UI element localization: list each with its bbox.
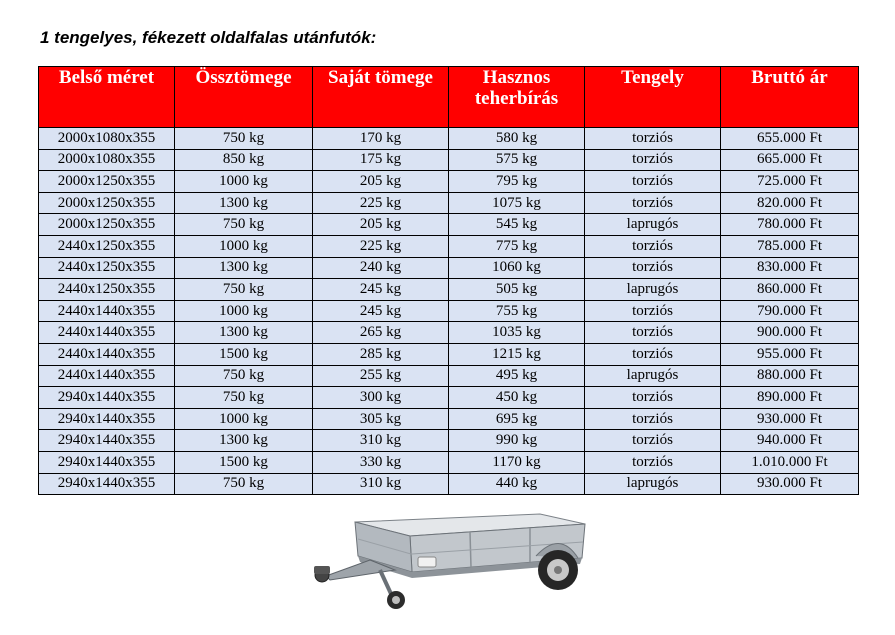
table-row — [39, 322, 859, 344]
cell-own-weight: 245 kg — [313, 279, 449, 301]
cell-own-weight: 330 kg — [313, 451, 449, 473]
column-header-total-weight: Össztömege — [175, 67, 313, 128]
trailer-image — [300, 500, 590, 618]
cell-gross-price: 955.000 Ft — [721, 343, 859, 365]
column-header-own-weight: Saját tömege — [313, 67, 449, 128]
cell-own-weight: 305 kg — [313, 408, 449, 430]
table-row — [39, 279, 859, 301]
cell-inner-size: 2440x1440x355 — [39, 365, 175, 387]
cell-total-weight: 750 kg — [175, 214, 313, 236]
cell-gross-price: 780.000 Ft — [721, 214, 859, 236]
cell-gross-price: 1.010.000 Ft — [721, 451, 859, 473]
cell-payload: 1215 kg — [449, 343, 585, 365]
cell-gross-price: 930.000 Ft — [721, 408, 859, 430]
cell-total-weight: 750 kg — [175, 387, 313, 409]
cell-own-weight: 170 kg — [313, 128, 449, 150]
table-row — [39, 408, 859, 430]
cell-inner-size: 2940x1440x355 — [39, 473, 175, 495]
table-row — [39, 149, 859, 171]
cell-total-weight: 750 kg — [175, 473, 313, 495]
cell-inner-size: 2940x1440x355 — [39, 451, 175, 473]
cell-payload: 580 kg — [449, 128, 585, 150]
cell-own-weight: 225 kg — [313, 192, 449, 214]
table-row — [39, 451, 859, 473]
trailer-wheel — [536, 543, 578, 590]
cell-payload: 775 kg — [449, 235, 585, 257]
cell-axle: torziós — [585, 451, 721, 473]
cell-payload: 695 kg — [449, 408, 585, 430]
cell-payload: 505 kg — [449, 279, 585, 301]
cell-inner-size: 2440x1250x355 — [39, 279, 175, 301]
cell-own-weight: 285 kg — [313, 343, 449, 365]
cell-gross-price: 725.000 Ft — [721, 171, 859, 193]
cell-axle: torziós — [585, 192, 721, 214]
table-row — [39, 128, 859, 150]
cell-gross-price: 830.000 Ft — [721, 257, 859, 279]
cell-payload: 1060 kg — [449, 257, 585, 279]
cell-own-weight: 265 kg — [313, 322, 449, 344]
cell-axle: laprugós — [585, 473, 721, 495]
cell-own-weight: 240 kg — [313, 257, 449, 279]
cell-own-weight: 300 kg — [313, 387, 449, 409]
cell-total-weight: 1300 kg — [175, 192, 313, 214]
table-body — [39, 128, 859, 495]
cell-inner-size: 2000x1250x355 — [39, 214, 175, 236]
cell-payload: 545 kg — [449, 214, 585, 236]
cell-payload: 575 kg — [449, 149, 585, 171]
table-row — [39, 214, 859, 236]
cell-total-weight: 1500 kg — [175, 343, 313, 365]
cell-inner-size: 2000x1250x355 — [39, 192, 175, 214]
table-row — [39, 235, 859, 257]
cell-gross-price: 790.000 Ft — [721, 300, 859, 322]
cell-gross-price: 930.000 Ft — [721, 473, 859, 495]
cell-axle: torziós — [585, 257, 721, 279]
cell-gross-price: 940.000 Ft — [721, 430, 859, 452]
cell-payload: 450 kg — [449, 387, 585, 409]
cell-own-weight: 255 kg — [313, 365, 449, 387]
cell-axle: laprugós — [585, 279, 721, 301]
table-row — [39, 387, 859, 409]
column-header-inner-size: Belső méret — [39, 67, 175, 128]
cell-payload: 755 kg — [449, 300, 585, 322]
cell-inner-size: 2440x1440x355 — [39, 343, 175, 365]
cell-inner-size: 2440x1250x355 — [39, 257, 175, 279]
cell-payload: 795 kg — [449, 171, 585, 193]
cell-axle: torziós — [585, 430, 721, 452]
cell-own-weight: 175 kg — [313, 149, 449, 171]
cell-axle: torziós — [585, 235, 721, 257]
table-row — [39, 171, 859, 193]
table-row — [39, 257, 859, 279]
table-row — [39, 192, 859, 214]
cell-total-weight: 1000 kg — [175, 235, 313, 257]
cell-inner-size: 2940x1440x355 — [39, 387, 175, 409]
table-row — [39, 365, 859, 387]
cell-own-weight: 205 kg — [313, 214, 449, 236]
cell-payload: 990 kg — [449, 430, 585, 452]
cell-own-weight: 205 kg — [313, 171, 449, 193]
cell-gross-price: 665.000 Ft — [721, 149, 859, 171]
page-title: 1 tengelyes, fékezett oldalfalas utánfutók: — [40, 28, 377, 47]
cell-inner-size: 2940x1440x355 — [39, 430, 175, 452]
cell-gross-price: 655.000 Ft — [721, 128, 859, 150]
cell-total-weight: 750 kg — [175, 128, 313, 150]
cell-axle: torziós — [585, 387, 721, 409]
cell-axle: torziós — [585, 171, 721, 193]
cell-payload: 1170 kg — [449, 451, 585, 473]
cell-own-weight: 225 kg — [313, 235, 449, 257]
cell-axle: torziós — [585, 322, 721, 344]
cell-total-weight: 1500 kg — [175, 451, 313, 473]
cell-gross-price: 860.000 Ft — [721, 279, 859, 301]
cell-axle: torziós — [585, 128, 721, 150]
trailer-price-table — [38, 66, 859, 495]
jockey-wheel — [387, 591, 405, 609]
cell-own-weight: 310 kg — [313, 430, 449, 452]
cell-gross-price: 880.000 Ft — [721, 365, 859, 387]
cell-total-weight: 1300 kg — [175, 430, 313, 452]
cell-axle: laprugós — [585, 214, 721, 236]
cell-axle: torziós — [585, 343, 721, 365]
cell-axle: laprugós — [585, 365, 721, 387]
cell-total-weight: 1000 kg — [175, 300, 313, 322]
cell-axle: torziós — [585, 300, 721, 322]
column-header-axle: Tengely — [585, 67, 721, 128]
cell-inner-size: 2440x1440x355 — [39, 300, 175, 322]
cell-total-weight: 1300 kg — [175, 257, 313, 279]
column-header-gross-price: Bruttó ár — [721, 67, 859, 128]
cell-axle: torziós — [585, 149, 721, 171]
cell-gross-price: 820.000 Ft — [721, 192, 859, 214]
cell-payload: 495 kg — [449, 365, 585, 387]
cell-inner-size: 2440x1440x355 — [39, 322, 175, 344]
table-row — [39, 343, 859, 365]
cell-inner-size: 2440x1250x355 — [39, 235, 175, 257]
cell-total-weight: 750 kg — [175, 365, 313, 387]
column-header-payload: Hasznos teherbírás — [449, 67, 585, 128]
table-row — [39, 300, 859, 322]
cell-payload: 1035 kg — [449, 322, 585, 344]
cell-payload: 440 kg — [449, 473, 585, 495]
cell-inner-size: 2000x1250x355 — [39, 171, 175, 193]
cell-total-weight: 1300 kg — [175, 322, 313, 344]
cell-inner-size: 2000x1080x355 — [39, 128, 175, 150]
table-row — [39, 430, 859, 452]
cell-total-weight: 750 kg — [175, 279, 313, 301]
cell-inner-size: 2940x1440x355 — [39, 408, 175, 430]
table-row — [39, 473, 859, 495]
cell-total-weight: 1000 kg — [175, 408, 313, 430]
cell-total-weight: 850 kg — [175, 149, 313, 171]
cell-own-weight: 245 kg — [313, 300, 449, 322]
cell-axle: torziós — [585, 408, 721, 430]
cell-payload: 1075 kg — [449, 192, 585, 214]
table-header-row — [39, 67, 859, 128]
cell-gross-price: 785.000 Ft — [721, 235, 859, 257]
cell-gross-price: 900.000 Ft — [721, 322, 859, 344]
cell-gross-price: 890.000 Ft — [721, 387, 859, 409]
cell-total-weight: 1000 kg — [175, 171, 313, 193]
cell-own-weight: 310 kg — [313, 473, 449, 495]
cell-inner-size: 2000x1080x355 — [39, 149, 175, 171]
